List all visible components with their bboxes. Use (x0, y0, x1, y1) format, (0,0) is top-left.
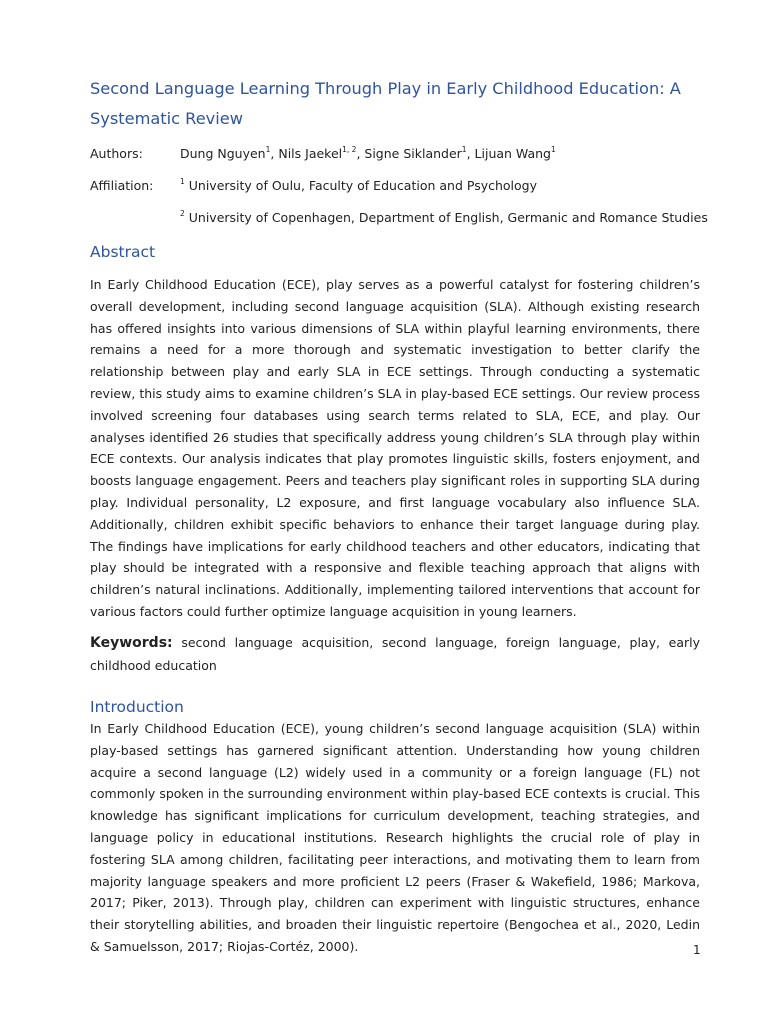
author-affiliation-sup: 1 (551, 144, 556, 154)
authors-label: Authors: (90, 146, 143, 161)
keywords-text: second language acquisition, second language, foreign language, play, early childhood education (90, 635, 700, 673)
affiliation-text: University of Oulu, Faculty of Education and Psychology (188, 178, 538, 193)
introduction-text: In Early Childhood Education (ECE), young children’s second language acquisition (SLA) within play-based settings has garnered significant attention. Understanding how young children acquire a second language (L2) widely used in a community or a foreign language (FL) not commonly spoken in the surrounding environment within play-based ECE contexts is crucial. This knowledge has significant implications for curriculum development, teaching strategies, and language policy in educational institutions. Research highlights the crucial role of play in fostering SLA among children, facilitating peer interactions, and motivating them to learn from majority language speakers and more proficient L2 peers (Fraser & Wakefield, 1986; Markova, 2017; Piker, 2013). Through play, children can experiment with linguistic structures, enhance their storytelling abilities, and broaden their linguistic repertoire (Bengochea et al., 2020, Ledin & Samuelsson, 2017; Riojas-Cortéz, 2000). (90, 721, 700, 954)
author-affiliation-sup: 1, 2 (342, 144, 357, 154)
paper-title: Second Language Learning Through Play in Early Childhood Education: A Systematic Review (90, 79, 681, 128)
author-affiliation-sup: 1 (265, 144, 271, 154)
abstract-text: In Early Childhood Education (ECE), play serves as a powerful catalyst for fostering children’s overall development, including second language acquisition (SLA). Although existing research has offered insights into various dimensions of SLA within playful learning environments, there remains a need for a more thorough and systematic investigation to better clarify the relationship between play and early SLA in ECE settings. Through conducting a systematic review, this study aims to examine children’s SLA in play-based ECE settings. Our review process involved screening four databases using search terms related to SLA, ECE, and play. Our analyses identified 26 studies that specifically address young children’s SLA through play within ECE contexts. Our analysis indicates that play promotes linguistic skills, fosters enjoyment, and boosts language engagement. Peers and teachers play significant roles in supporting SLA during play. Individual personality, L2 exposure, and first language vocabulary also influence SLA. Additionally, children exhibit specific behaviors to enhance their target language during play. The findings have implications for early childhood teachers and other educators, indicating that play should be integrated with a responsive and flexible teaching approach that aligns with children’s natural inclinations. Additionally, implementing tailored interventions that account for various factors could further optimize language acquisition in young learners. (90, 277, 700, 619)
affiliation-text: University of Copenhagen, Department of English, Germanic and Romance Studies (188, 210, 708, 225)
abstract-heading: Abstract (90, 243, 156, 261)
author-affiliation-sup: 1 (461, 144, 467, 154)
affiliation-item (180, 177, 537, 195)
introduction-heading: Introduction (90, 698, 184, 716)
author-name: Lijuan Wang (474, 146, 551, 161)
affiliation-item (180, 209, 708, 227)
keywords-label: Keywords: (90, 635, 173, 651)
author-name: Signe Siklander (364, 146, 462, 161)
authors-list: Dung Nguyen$^1$, Nils Jaekel$^{1, 2}$, Signe Siklander$^1$, Lijuan Wang$^1$ (180, 144, 556, 161)
author-name: Nils Jaekel (278, 146, 343, 161)
affiliation-sup: 1 (180, 176, 185, 186)
keywords-paragraph (90, 632, 700, 677)
author-name: Dung Nguyen (180, 146, 266, 161)
affiliation-label: Affiliation: (90, 178, 154, 193)
page-number: 1 (693, 943, 701, 957)
affiliation-sup: 2 (180, 208, 185, 218)
